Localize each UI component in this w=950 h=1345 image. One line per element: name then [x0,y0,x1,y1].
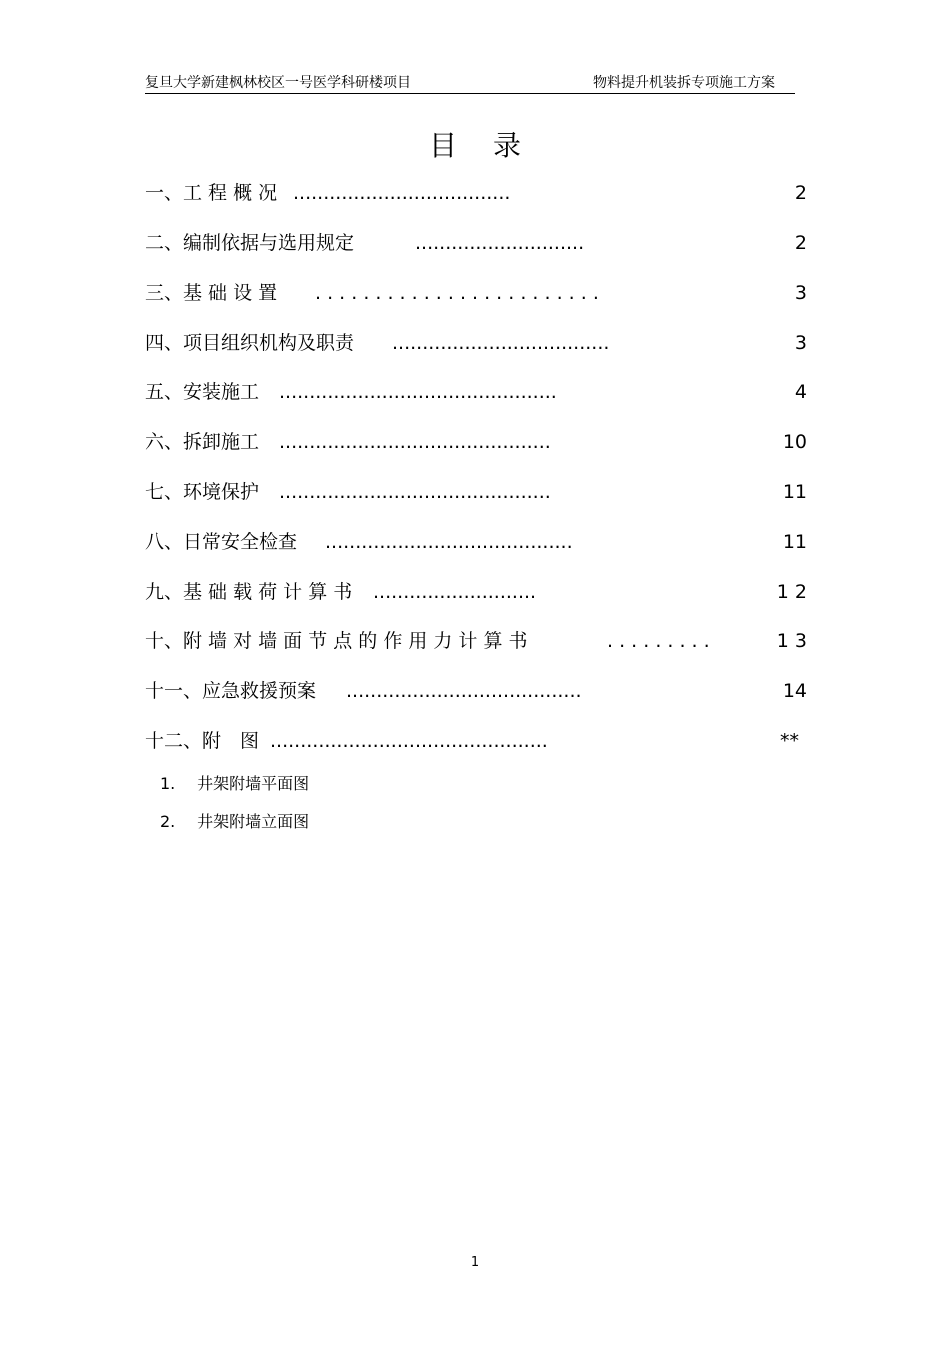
toc-entry[interactable] [145,727,807,755]
toc-entry-label: 七、环境保护 [145,481,260,503]
toc-entry-page: 3 [794,332,807,354]
toc-entry-leader: .................................... [392,332,610,354]
toc-entry[interactable] [145,279,807,307]
toc-entry[interactable] [145,329,807,357]
toc-entry[interactable] [145,378,807,406]
toc-entry-page: 2 [794,232,807,254]
toc-entry-label: 五、安装施工 [145,381,260,403]
page-number: 1 [470,1255,480,1270]
toc-entry-label: 十、附 墙 对 墙 面 节 点 的 作 用 力 计 算 书 [145,630,528,652]
toc-entry-leader: ........................... [373,581,537,603]
toc-entry-label: 二、编制依据与选用规定 [145,232,355,254]
toc-entry-leader: . . . . . . . . . [607,630,710,652]
attachment-item[interactable] [160,811,309,833]
toc-entry[interactable] [145,578,807,606]
toc-entry[interactable] [145,428,807,456]
toc-entry-leader: .............................................. [270,730,548,752]
toc-entry-page: 4 [794,381,807,403]
toc-entry-leader: ............................................. [279,431,551,453]
toc-entry-page: 11 [782,481,807,503]
toc-entry-leader: .............................................. [279,381,557,403]
attachment-title: 井架附墙平面图 [197,774,310,793]
toc-entry-label: 十一、应急救援预案 [145,680,317,702]
toc-entry-label: 十二、附 图 [145,730,260,752]
attachment-item[interactable] [160,773,309,795]
toc-entry-label: 三、基 础 设 置 [145,282,278,304]
attachment-number: 2. [160,812,176,831]
toc-entry-page: 14 [782,680,807,702]
toc-entry[interactable] [145,478,807,506]
toc-entry-leader: ............................................. [279,481,551,503]
toc-entry-page: 3 [794,282,807,304]
header-document-title: 物料提升机装拆专项施工方案 [593,75,775,91]
page-header [145,72,795,94]
toc-entry-label: 四、项目组织机构及职责 [145,332,355,354]
toc-entry-label: 六、拆卸施工 [145,431,260,453]
toc-entry[interactable] [145,179,807,207]
toc-entry[interactable] [145,677,807,705]
attachment-number: 1. [160,774,176,793]
toc-entry[interactable] [145,229,807,257]
header-project-name: 复旦大学新建枫林校区一号医学科研楼项目 [145,75,411,91]
toc-entry[interactable] [145,528,807,556]
toc-entry-page: 2 [794,182,807,204]
toc-entry-label: 八、日常安全检查 [145,531,298,553]
toc-entry-label: 九、基 础 载 荷 计 算 书 [145,581,353,603]
toc-entry-leader: ....................................... [346,680,582,702]
toc-entry-page: 1 2 [776,581,807,603]
toc-entry-page: ** [780,730,799,752]
toc-title: 目录 [428,129,557,162]
toc-entry-leader: ............................ [415,232,585,254]
toc-entry[interactable] [145,627,807,655]
toc-entry-page: 1 3 [776,630,807,652]
toc-entry-leader: . . . . . . . . . . . . . . . . . . . . . . . . [315,282,599,304]
toc-entry-label: 一、工 程 概 况 [145,182,278,204]
toc-entry-page: 11 [782,531,807,553]
toc-entry-leader: .................................... [293,182,511,204]
toc-entry-leader: ......................................... [325,531,573,553]
toc-entry-page: 10 [782,431,807,453]
attachment-title: 井架附墙立面图 [197,812,310,831]
